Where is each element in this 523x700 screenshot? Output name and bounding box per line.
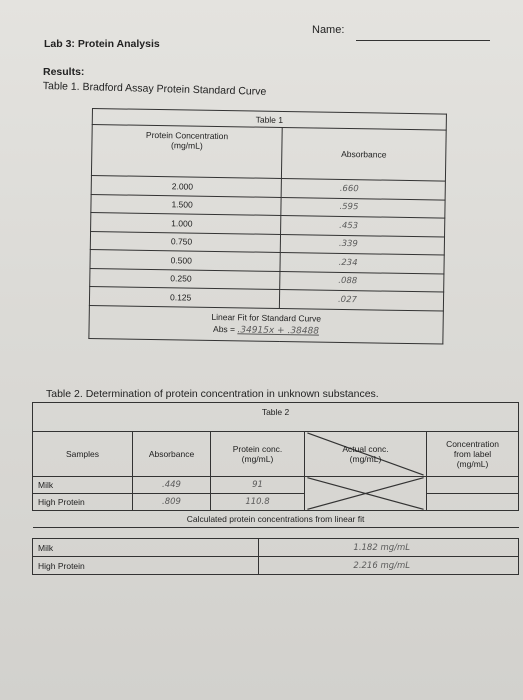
table2-title: Table 2	[33, 403, 519, 432]
sample-name: High Protein	[33, 557, 259, 575]
header-absorbance: Absorbance	[281, 127, 446, 181]
abs-prefix: Abs =	[212, 323, 236, 335]
protein-conc-cell: 110.8	[211, 494, 305, 511]
table1-caption: Table 1. Bradford Assay Protein Standard Curve	[42, 80, 267, 98]
linear-fit-row	[89, 305, 443, 344]
label-conc-cell	[427, 494, 519, 511]
sample-name: Milk	[33, 477, 133, 494]
header-samples: Samples	[33, 432, 133, 477]
absorbance-cell: .449	[133, 477, 211, 494]
concentration-cell: 0.125	[89, 286, 279, 307]
concentration-cell: 0.750	[90, 231, 280, 252]
calculated-value: 1.182 mg/mL	[259, 539, 519, 557]
linear-fit-label: Linear Fit for Standard Curve	[211, 311, 322, 324]
label-conc-cell	[427, 477, 519, 494]
calculated-concentrations-label: Calculated protein concentrations from linear fit	[33, 511, 519, 528]
absorbance-cell: .809	[133, 494, 211, 511]
lab-title: Lab 3: Protein Analysis	[44, 38, 160, 50]
concentration-cell: 0.500	[90, 249, 280, 270]
results-heading: Results:	[43, 66, 85, 78]
unknown-substances-table	[32, 402, 519, 528]
linear-fit-cell	[89, 305, 443, 344]
actual-conc-crossed	[305, 477, 427, 511]
table-row	[33, 477, 519, 494]
calculated-concentrations-table	[32, 538, 519, 575]
header-label-conc: Concentration from label (mg/mL)	[427, 432, 519, 477]
absorbance-cell: .595	[281, 197, 445, 218]
fit-equation: .34915x + .38488	[237, 325, 320, 337]
standard-curve-table	[88, 108, 447, 344]
sample-name: High Protein	[33, 494, 133, 511]
concentration-cell: 1.500	[91, 194, 281, 215]
calculated-value: 2.216 mg/mL	[259, 557, 519, 575]
protein-conc-cell: 91	[211, 477, 305, 494]
header-actual-conc	[305, 432, 427, 477]
table-row	[33, 539, 519, 557]
absorbance-cell: .027	[279, 289, 443, 310]
sample-name: Milk	[33, 539, 259, 557]
cross-out-mark	[305, 477, 426, 510]
name-label: Name:	[312, 24, 345, 36]
table-row	[33, 494, 519, 511]
concentration-cell: 1.000	[91, 212, 281, 233]
table2-caption: Table 2. Determination of protein concentration in unknown substances.	[46, 388, 379, 400]
header-absorbance: Absorbance	[133, 432, 211, 477]
concentration-cell: 2.000	[91, 175, 281, 196]
actual-conc-label: Actual conc. (mg/mL)	[342, 444, 389, 464]
header-protein-conc: Protein conc. (mg/mL)	[211, 432, 305, 477]
absorbance-cell: .234	[280, 252, 444, 273]
concentration-cell: 0.250	[90, 268, 280, 289]
absorbance-cell: .339	[280, 234, 444, 255]
absorbance-cell: .660	[281, 178, 445, 199]
table-row	[33, 557, 519, 575]
absorbance-cell: .088	[280, 271, 444, 292]
table1-title: Table 1	[92, 109, 446, 131]
name-line	[356, 40, 490, 41]
header-concentration: Protein Concentration (mg/mL)	[91, 125, 282, 179]
absorbance-cell: .453	[281, 215, 445, 236]
